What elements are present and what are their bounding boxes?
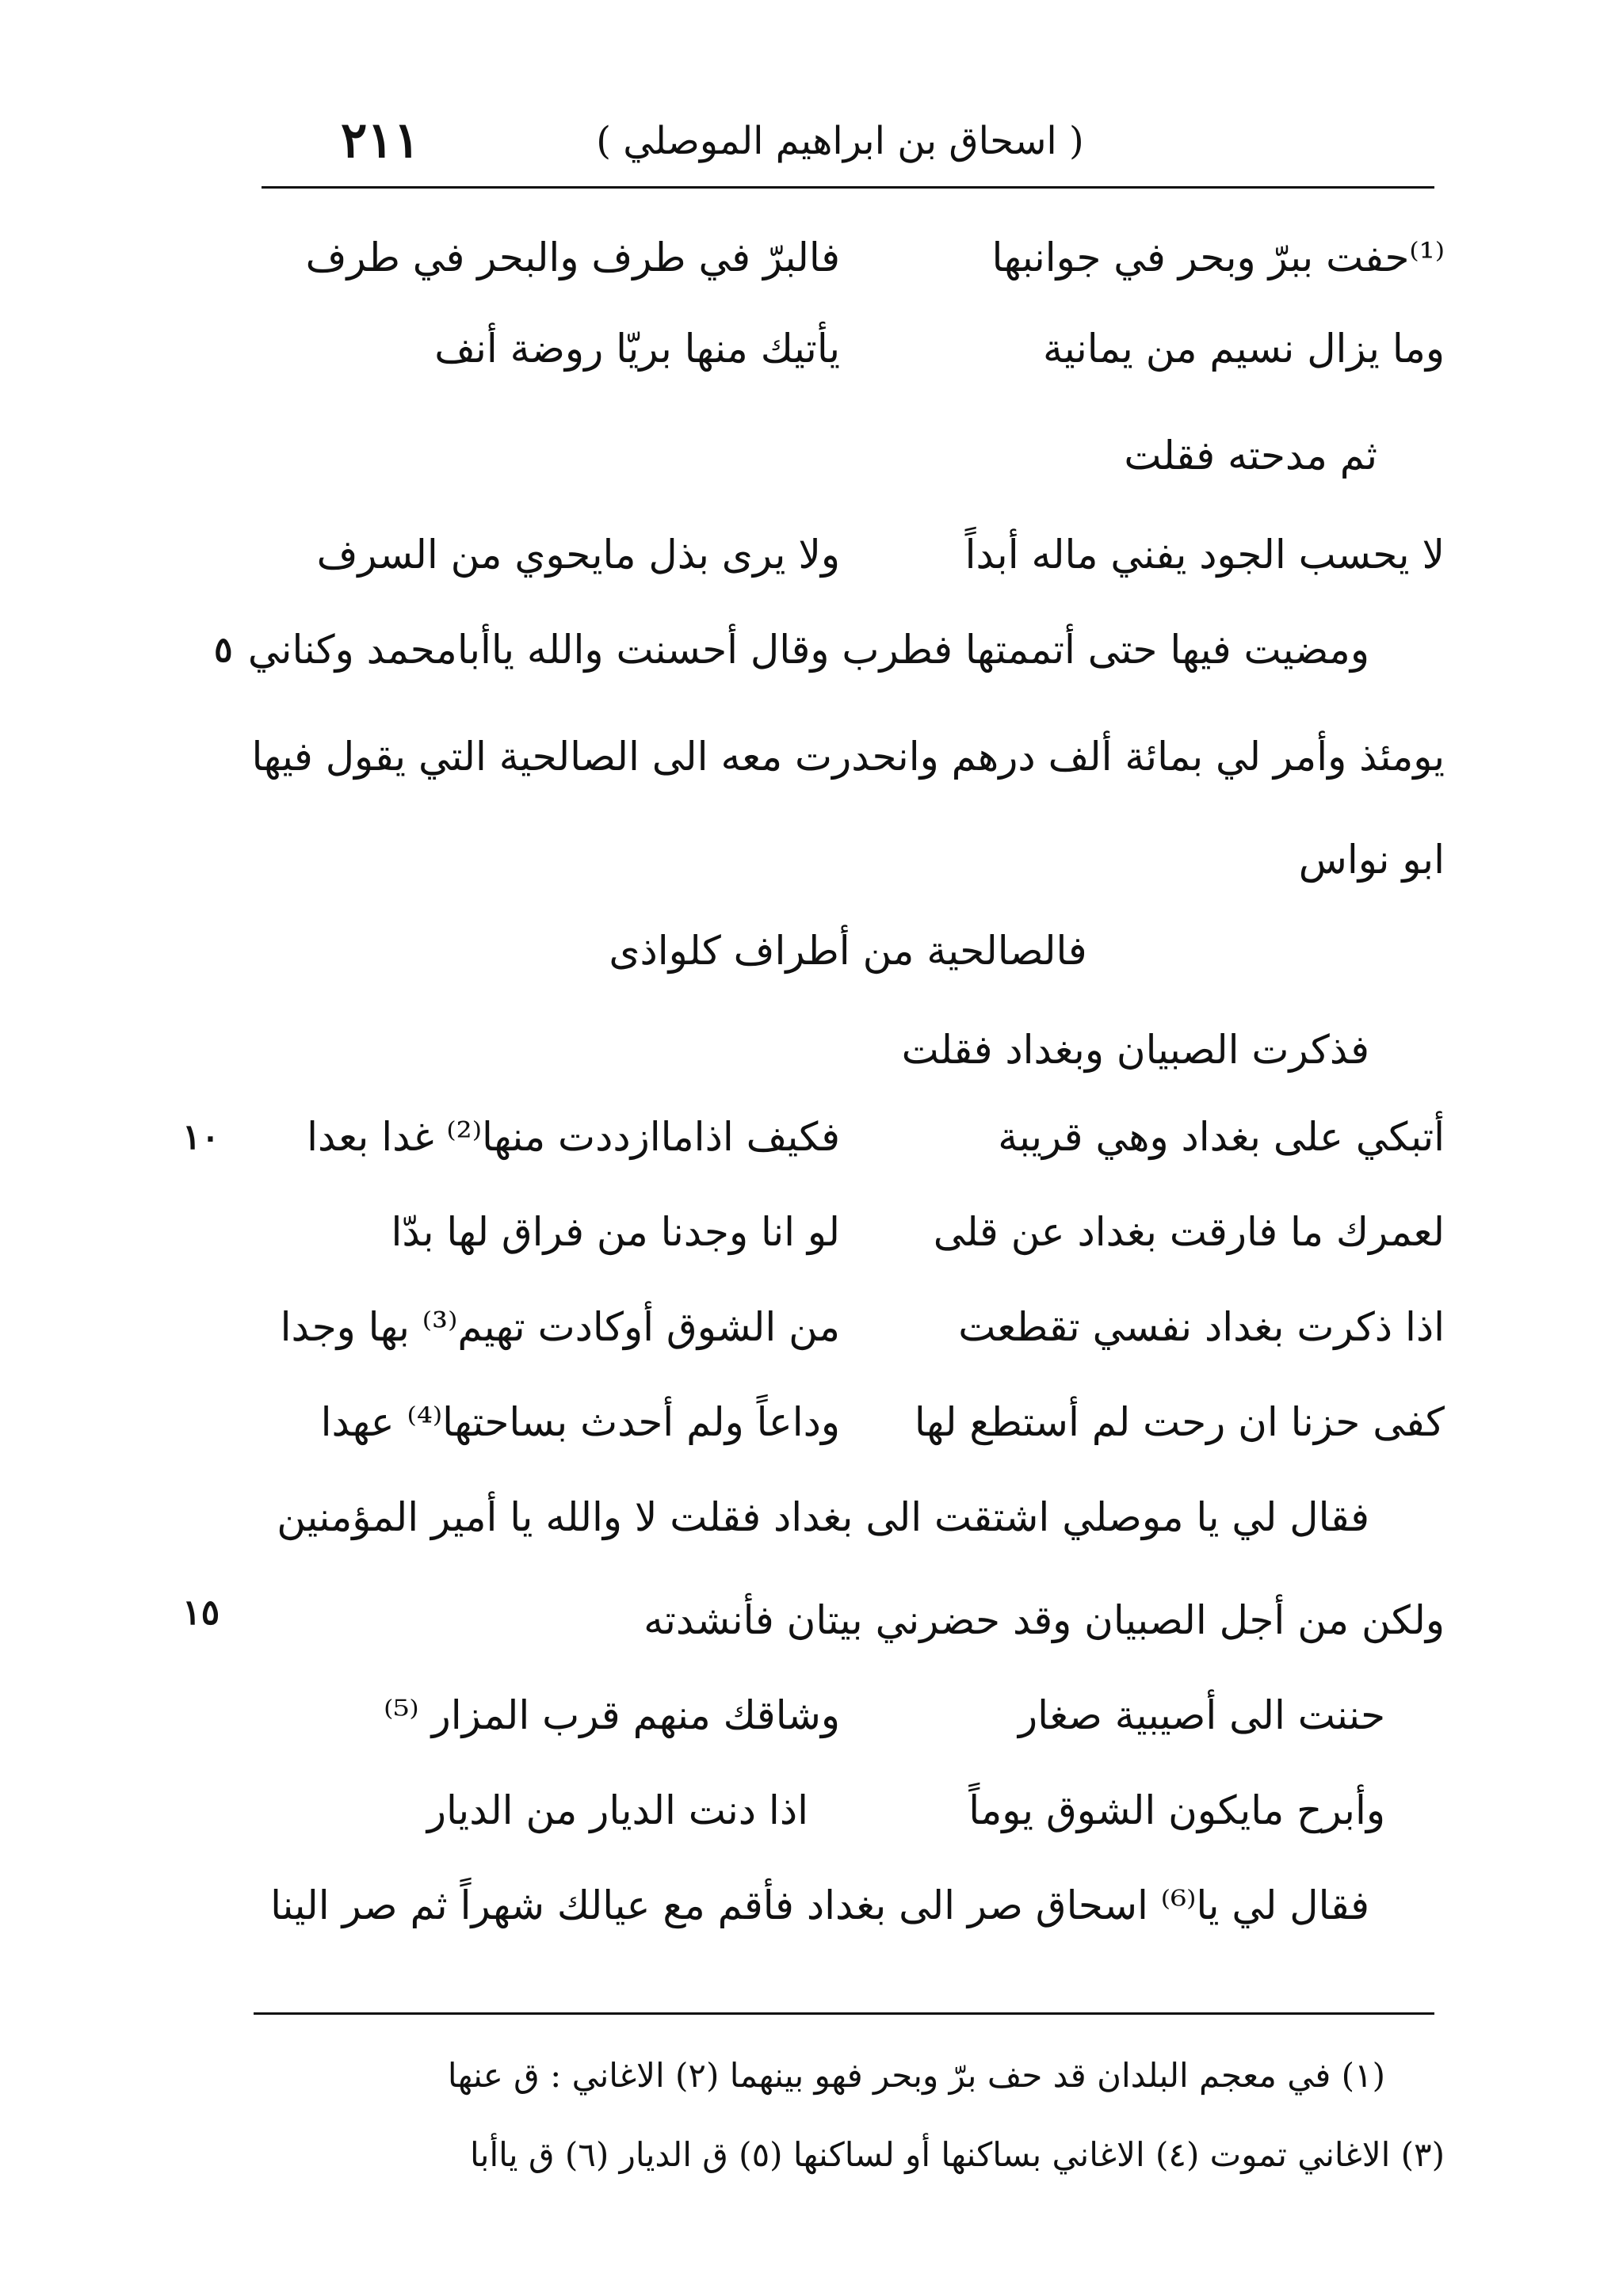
- prose-line-6: فقال لي يا⁽⁶⁾ اسحاق صر الى بغداد فأقم مع عيالك شهراً ثم صر الينا: [270, 1882, 1369, 1928]
- verse-5-left-hemistich: لو انا وجدنا من فراق لها بدّا: [391, 1209, 840, 1255]
- footnote-line-2: (٣) الاغاني تموت (٤) الاغاني بساكنها أو لساكنها (٥) ق الديار (٦) ق ياأبا: [469, 2135, 1445, 2174]
- margin-line-number: ١٠: [182, 1117, 220, 1158]
- prose-line-4: فقال لي يا موصلي اشتقت الى بغداد فقلت لا والله يا أمير المؤمنين: [277, 1494, 1369, 1540]
- then-praised-line: ثم مدحته فقلت: [1124, 433, 1377, 479]
- verse-4-right-hemistich: أتبكي على بغداد وهي قريبة: [998, 1114, 1445, 1160]
- remembered-line: فذكرت الصبيان وبغداد فقلت: [901, 1027, 1369, 1073]
- verse-1-right-hemistich: ⁽¹⁾حفت ببرّ وبحر في جوانبها: [991, 235, 1445, 280]
- verse-7-left-hemistich: وداعاً ولم أحدث بساحتها⁽⁴⁾ عهدا: [320, 1399, 840, 1445]
- verse-8-left-hemistich: وشاقك منهم قرب المزار ⁽⁵⁾: [384, 1692, 840, 1738]
- verse-1-left-hemistich: فالبرّ في طرف والبحر في طرف: [305, 235, 840, 280]
- verse-3-right-hemistich: لا يحسب الجود يفني ماله أبداً: [964, 532, 1445, 578]
- verse-3-left-hemistich: ولا يرى بذل مايحوي من السرف: [316, 532, 840, 578]
- verse-8-right-hemistich: حننت الى أصيبية صغار: [1018, 1692, 1385, 1738]
- verse-4-left-hemistich: فكيف اذاماازددت منها⁽²⁾ غدا بعدا: [307, 1114, 840, 1160]
- margin-line-number: ١٥: [182, 1592, 220, 1633]
- footnote-rule: [254, 2012, 1434, 2015]
- verse-6-left-hemistich: من الشوق أوكادت تهيم⁽³⁾ بها وجدا: [280, 1304, 840, 1350]
- quoted-line: فالصالحية من أطراف كلواذى: [609, 928, 1087, 974]
- prose-line-5: ولكن من أجل الصبيان وقد حضرني بيتان فأنشدته: [643, 1597, 1445, 1643]
- prose-line-1: ومضيت فيها حتى أتممتها فطرب وقال أحسنت والله ياأبامحمد وكناني: [247, 627, 1369, 673]
- prose-line-2: يومئذ وأمر لي بمائة ألف درهم وانحدرت معه الى الصالحية التي يقول فيها: [251, 734, 1445, 780]
- verse-5-right-hemistich: لعمرك ما فارقت بغداد عن قلى: [933, 1209, 1445, 1255]
- margin-line-number: ٥: [214, 630, 233, 670]
- running-header-title: ( اسحاق بن ابراهيم الموصلي ): [596, 119, 1084, 163]
- verse-9-left-hemistich: اذا دنت الديار من الديار: [426, 1787, 808, 1833]
- page-number: ٢١١: [341, 111, 420, 169]
- header-rule: [262, 186, 1434, 189]
- prose-line-3: ابو نواس: [1298, 837, 1445, 883]
- footnote-line-1: (١) في معجم البلدان قد حف برّ وبحر فهو بينهما (٢) الاغاني : ق عنها: [447, 2056, 1385, 2095]
- verse-2-right-hemistich: وما يزال نسيم من يمانية: [1042, 326, 1445, 372]
- verse-2-left-hemistich: يأتيك منها بريّا روضة أنف: [434, 326, 840, 372]
- verse-7-right-hemistich: كفى حزنا ان رحت لم أستطع لها: [914, 1399, 1445, 1445]
- verse-9-right-hemistich: وأبرح مايكون الشوق يوماً: [968, 1787, 1385, 1833]
- verse-6-right-hemistich: اذا ذكرت بغداد نفسي تقطعت: [958, 1304, 1445, 1350]
